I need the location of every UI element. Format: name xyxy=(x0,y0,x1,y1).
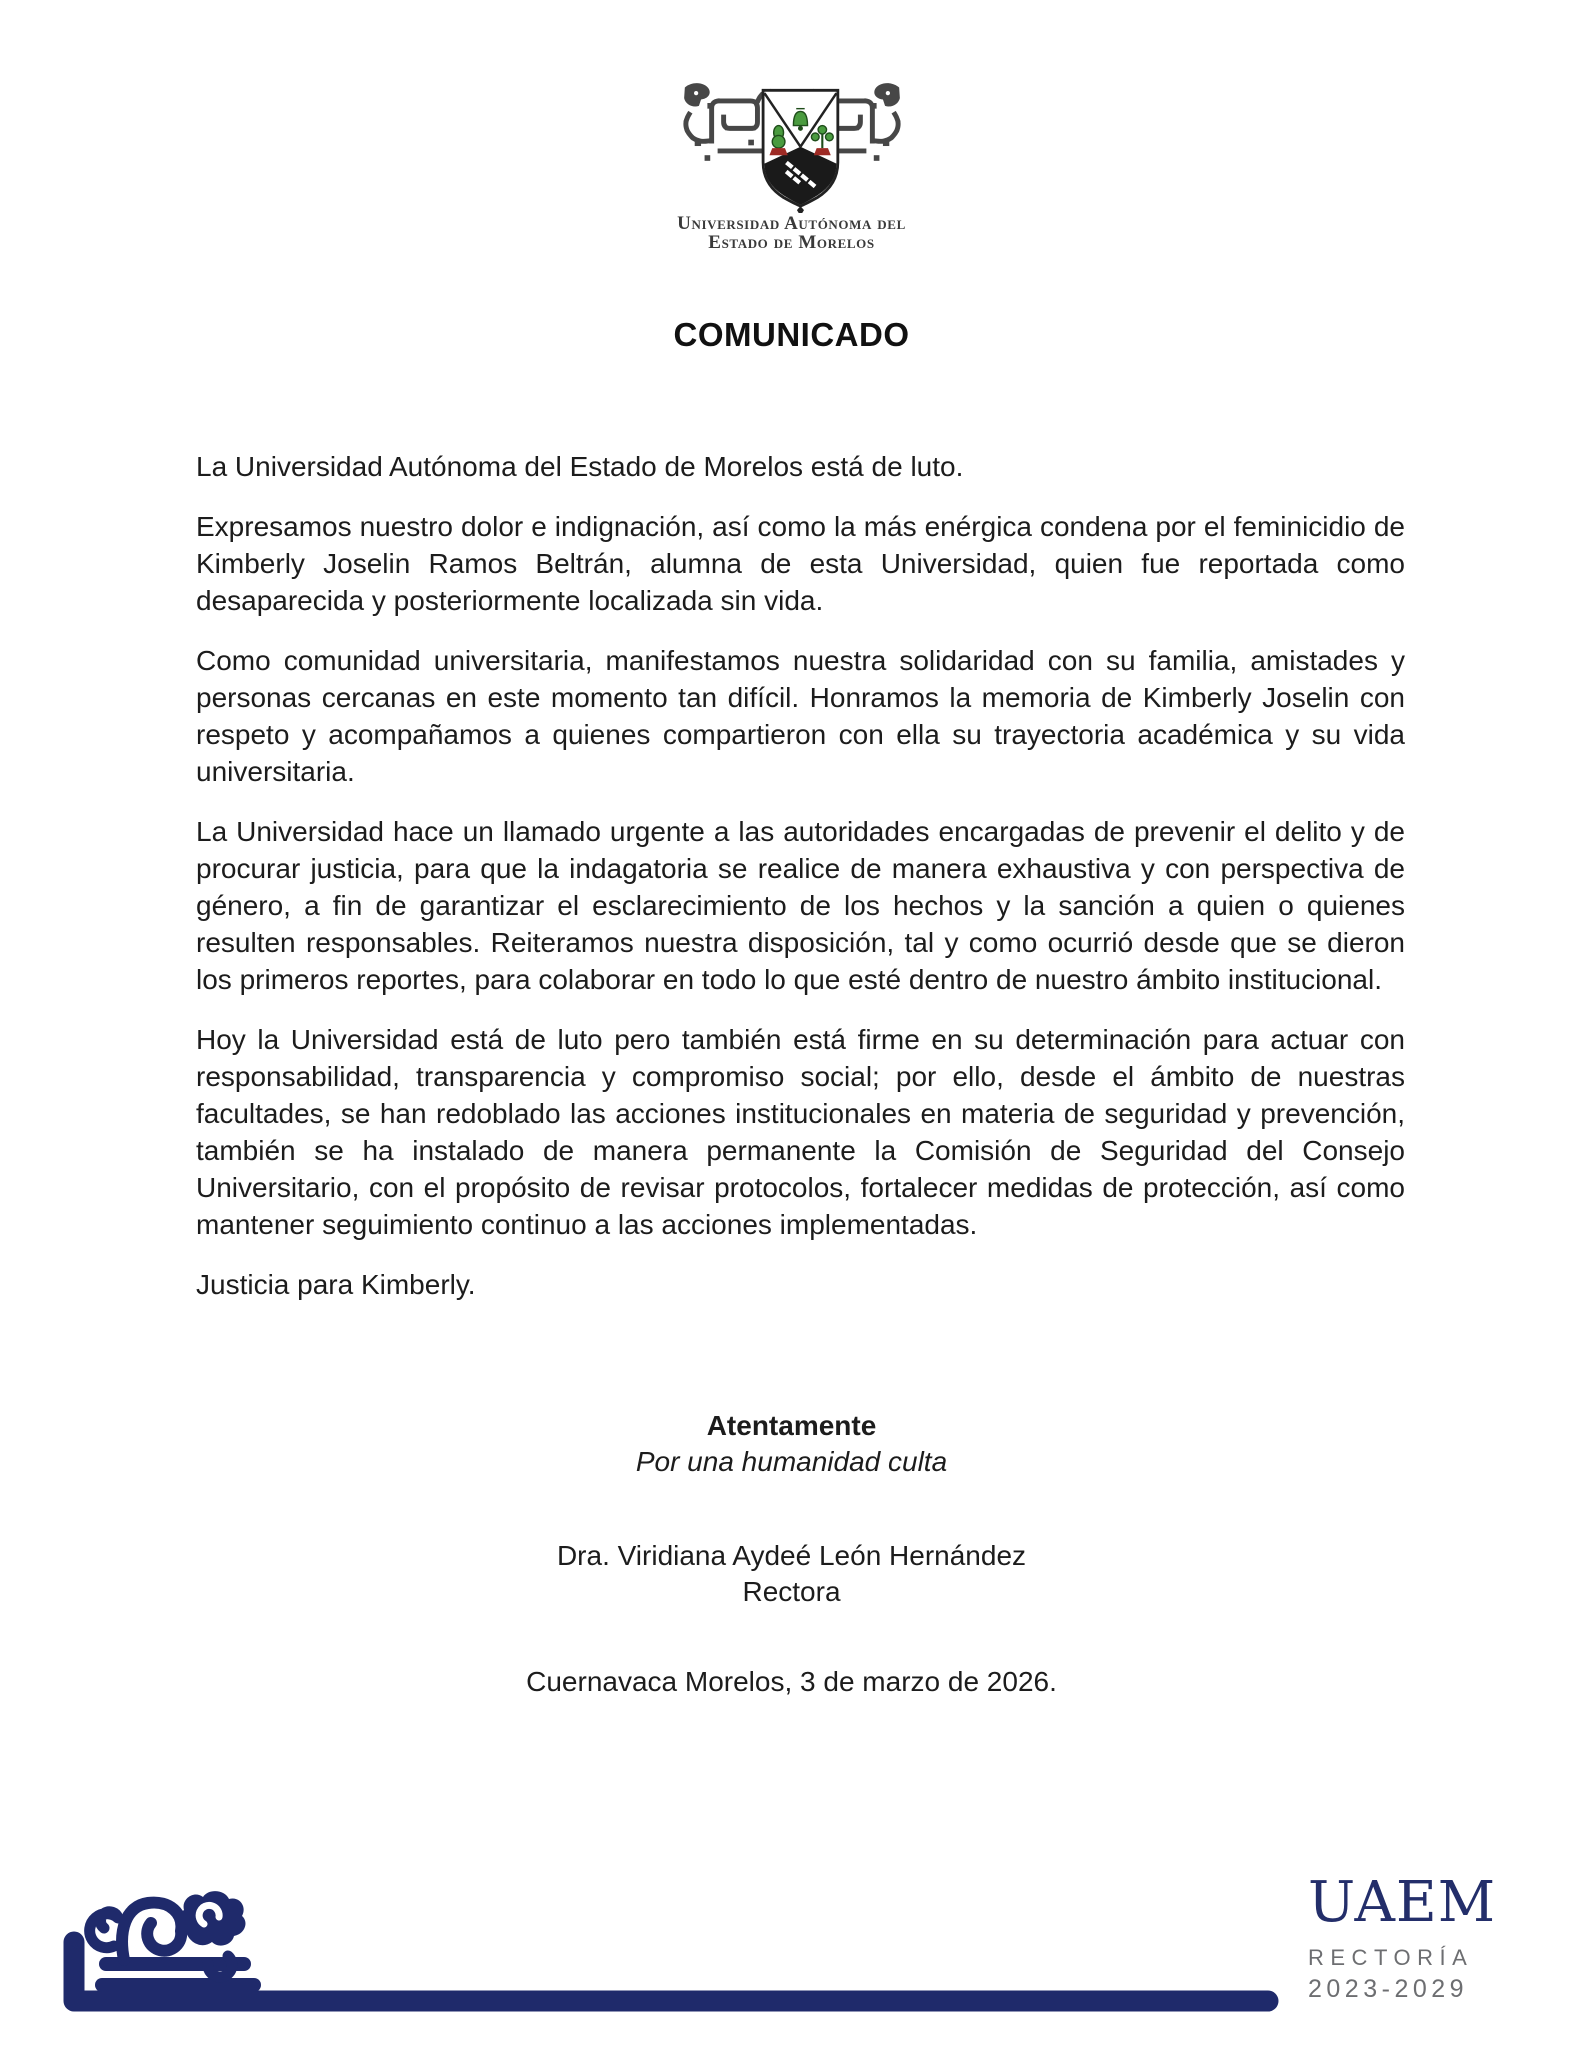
paragraph-1: La Universidad Autónoma del Estado de Morelos está de luto. xyxy=(196,451,964,482)
footer-brand xyxy=(1308,1870,1497,2003)
water-glyph-cloud xyxy=(178,1891,245,1945)
document-body xyxy=(196,448,1405,1326)
signer-name: Dra. Viridiana Aydeé León Hernández xyxy=(556,1540,1027,1571)
paragraph-5: Hoy la Universidad está de luto pero también está firme en su determinación para actuar con responsabilidad, transparencia y compromiso social; por ello, desde el ámbito de nuestras facultades, se han redoblado las acciones institucionales en materia de seguridad y prevención, también se ha instalado de manera permanente la Comisión de Seguridad del Consejo Universitario, con el propósito de revisar protocolos, fortalecer medidas de protección, así como mantener seguimiento continuo a las acciones implementadas. xyxy=(196,1024,1405,1240)
signer-title: Rectora xyxy=(742,1576,841,1607)
dateline: Cuernavaca Morelos, 3 de marzo de 2026. xyxy=(526,1666,1057,1697)
university-crest-icon xyxy=(679,72,905,213)
motto: Por una humanidad culta xyxy=(635,1446,948,1477)
paragraph-3: Como comunidad universitaria, manifestamos nuestra solidaridad con su familia, amistades y personas cercanas en este momento tan difícil. Honramos la memoria de Kimberly Joselin con respeto y acompañamos a quienes compartieron con ella su trayectoria académica y su vida universitaria. xyxy=(196,645,1405,787)
salutation: Atentamente xyxy=(706,1410,877,1441)
rectoria-label: RECTORÍA xyxy=(1308,1945,1474,1970)
crest-shield xyxy=(763,90,838,213)
paragraph-4: La Universidad hace un llamado urgente a las autoridades encargadas de prevenir el delito y de procurar justicia, para que la indagatoria se realice de manera exhaustiva y con perspectiva de género, a fin de garantizar el esclarecimiento de los hechos y la sanción a quien o quienes resulten responsables. Reiteramos nuestra disposición, tal y como ocurrió desde que se dieron los primeros reportes, para colaborar en todo lo que esté dentro de nuestro ámbito institucional. xyxy=(196,816,1405,995)
paragraph-2: Expresamos nuestro dolor e indignación, así como la más enérgica condena por el feminicidio de Kimberly Joselin Ramos Beltrán, alumna de esta Universidad, quien fue reportada como desaparecida y posteriormente localizada sin vida. xyxy=(196,511,1405,616)
water-glyph-icon xyxy=(58,1872,1298,2017)
university-name-line1: Universidad Autónoma del xyxy=(677,213,906,234)
university-name xyxy=(677,215,906,252)
paragraph-6: Justicia para Kimberly. xyxy=(196,1269,476,1300)
university-name-line2: Estado de Morelos xyxy=(708,231,875,253)
header-crest xyxy=(0,72,1583,252)
document-title: COMUNICADO xyxy=(673,316,910,353)
rectoria-period: 2023-2029 xyxy=(1308,1975,1469,2003)
uaem-wordmark: UAEM xyxy=(1308,1870,1497,1935)
